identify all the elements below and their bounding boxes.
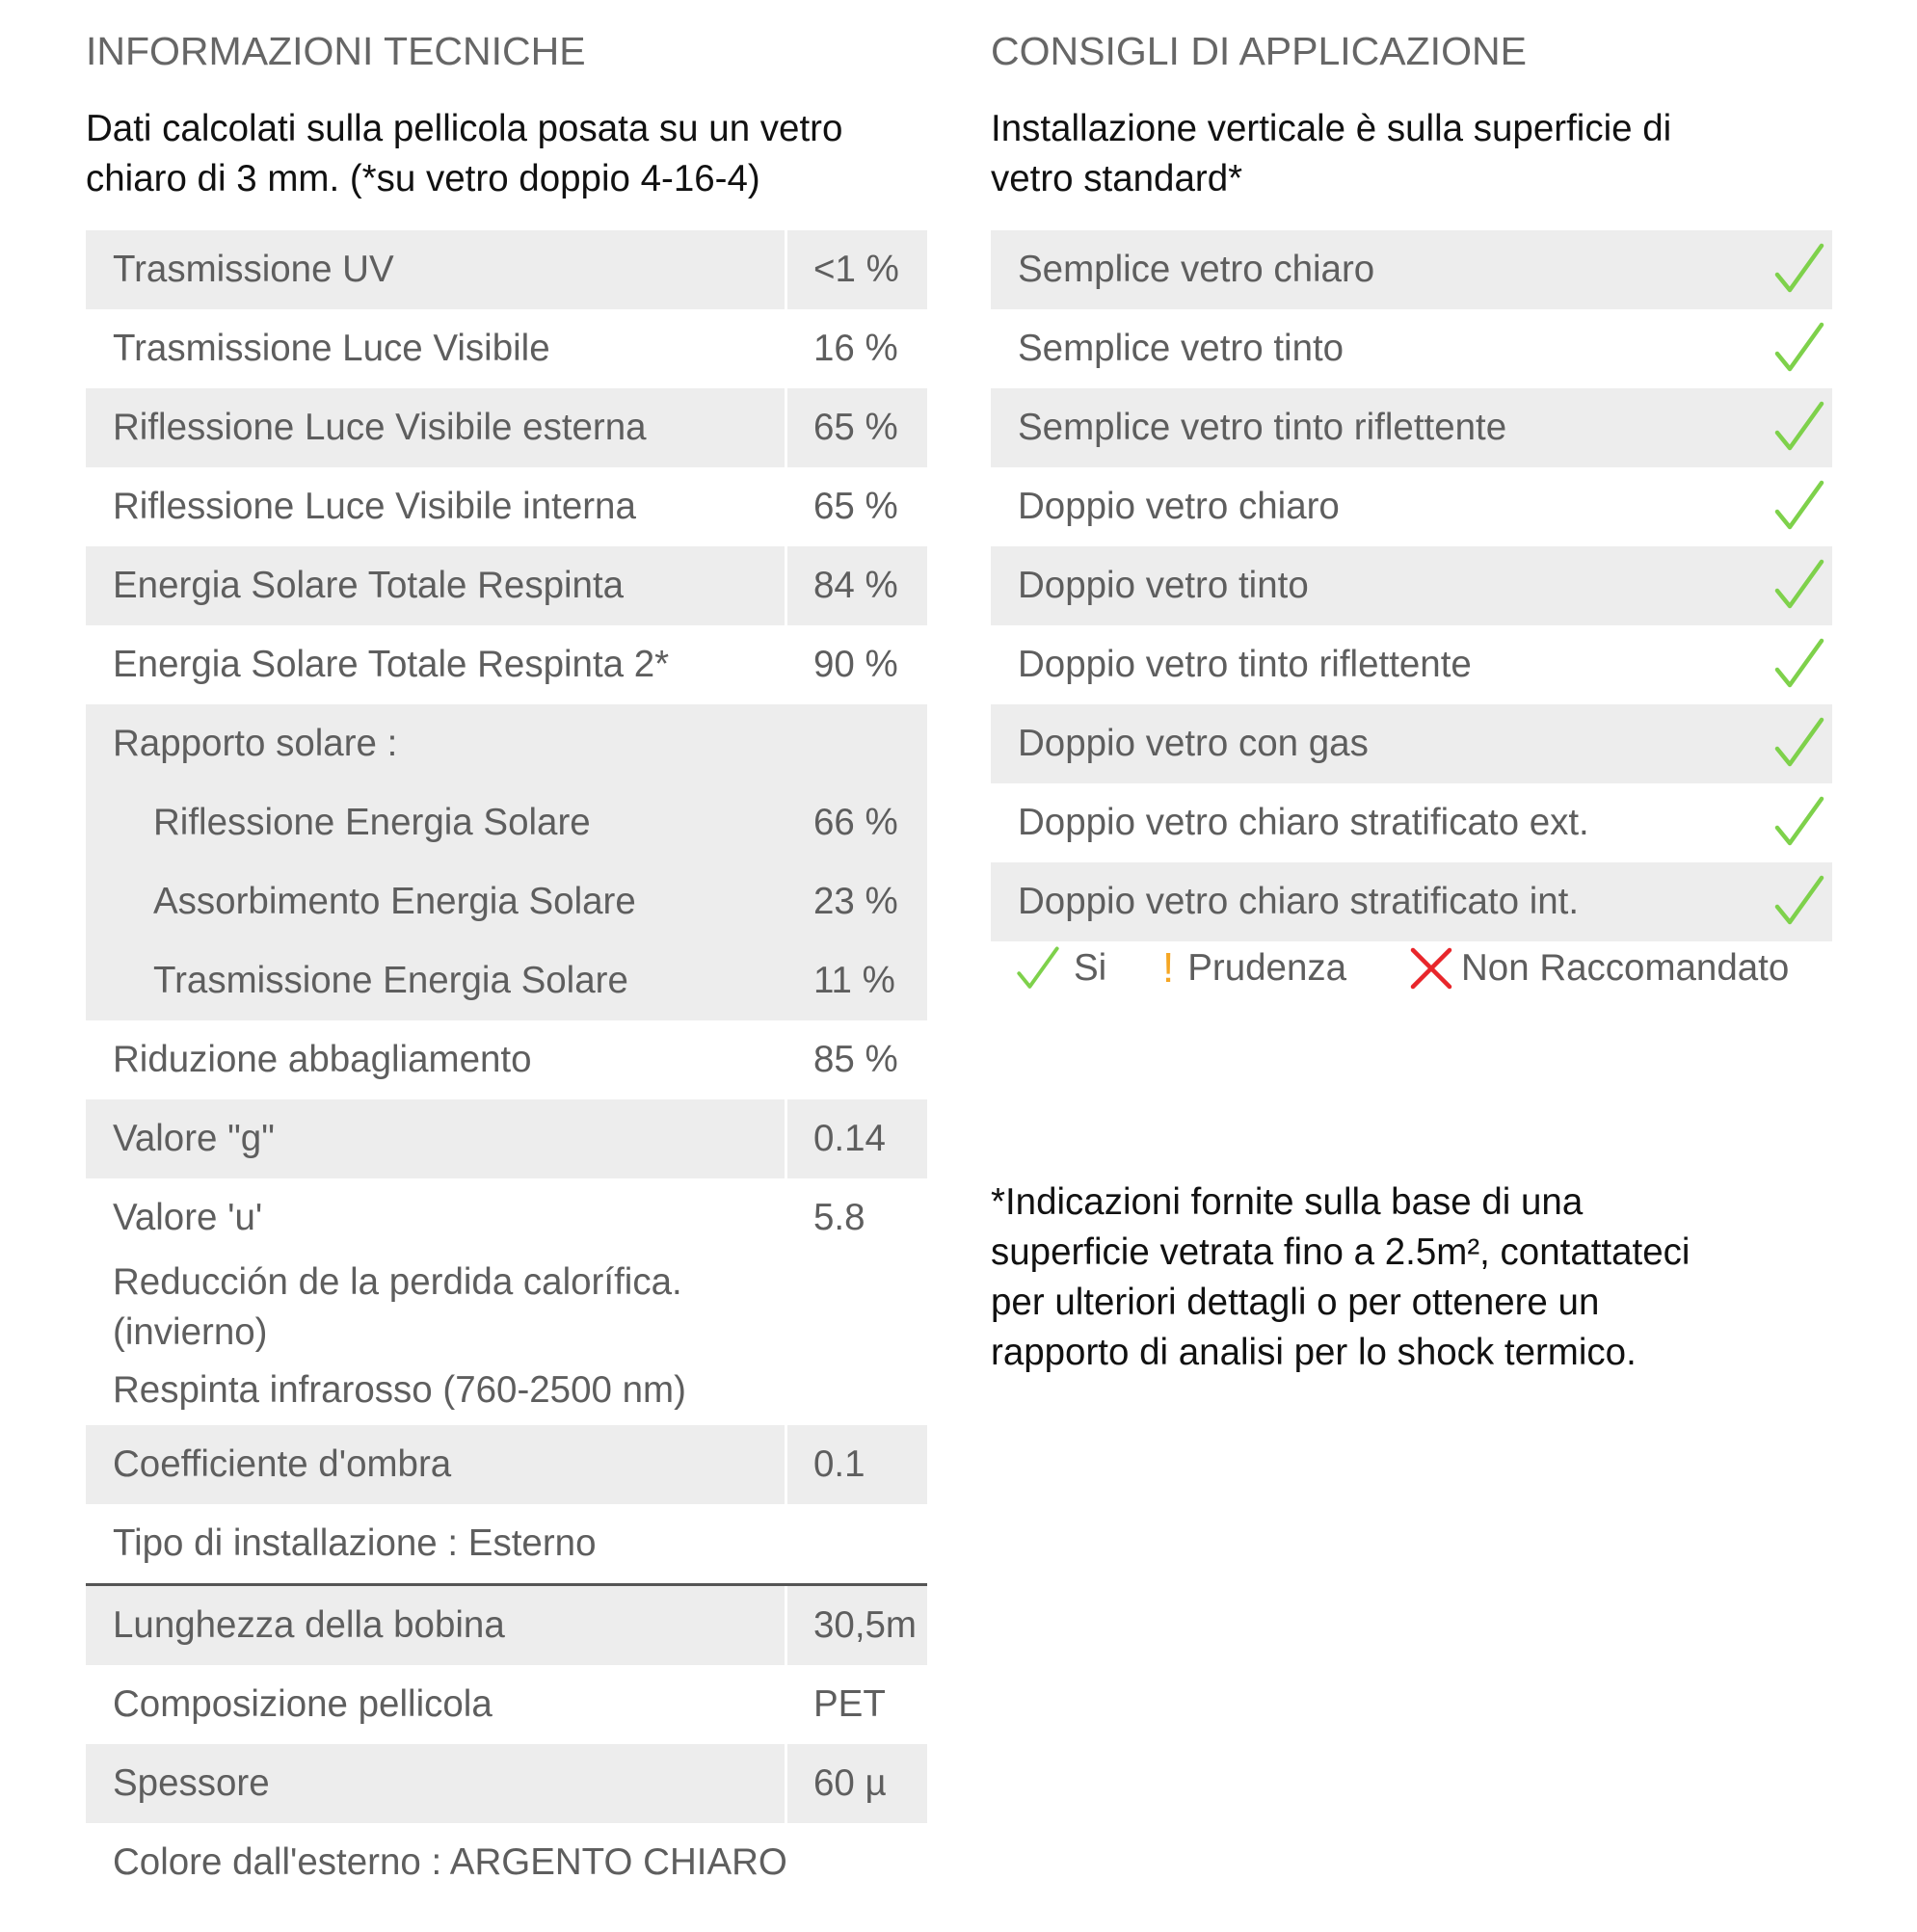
check-icon (1774, 400, 1824, 454)
row-label: Riduzione abbagliamento (113, 1039, 532, 1080)
subtitle-line-2: chiaro di 3 mm. (*su vetro doppio 4-16-4) (86, 158, 760, 199)
row-label: Coefficiente d'ombra (113, 1443, 452, 1485)
legend-yes (1016, 940, 1106, 997)
installation-type: Tipo di installazione : Esterno (113, 1522, 597, 1564)
check-icon (1774, 795, 1824, 849)
list-item (991, 546, 1832, 625)
legend-caution (1162, 940, 1346, 997)
row-value: <1 % (813, 249, 899, 290)
subtitle-line-1: Dati calcolati sulla pellicola posata su un vetro (86, 108, 843, 149)
u-value-block (86, 1178, 927, 1425)
row-value: 66 % (813, 802, 898, 843)
row-value: 0.1 (813, 1443, 865, 1485)
table-row (86, 1504, 927, 1583)
row-value: 23 % (813, 881, 898, 922)
application-title: CONSIGLI DI APPLICAZIONE (991, 29, 1527, 73)
legend-yes-label: Si (1074, 947, 1107, 989)
technical-info-subtitle (86, 104, 953, 204)
row-label: Lunghezza della bobina (113, 1604, 505, 1646)
table-row (86, 1744, 927, 1823)
list-item (991, 309, 1832, 388)
row-label: Trasmissione Luce Visibile (113, 328, 550, 369)
glass-type-label: Doppio vetro chiaro stratificato int. (1018, 881, 1580, 922)
row-value: 65 % (813, 407, 898, 448)
row-label: Valore "g" (113, 1118, 275, 1159)
row-value: 16 % (813, 328, 898, 369)
solar-ratio-group (86, 704, 927, 1020)
glass-type-label: Doppio vetro tinto riflettente (1018, 644, 1472, 685)
check-icon (1016, 945, 1060, 992)
solar-ratio-heading: Rapporto solare : (113, 723, 398, 764)
row-label: Trasmissione UV (113, 249, 394, 290)
check-icon (1774, 637, 1824, 691)
row-label: Energia Solare Totale Respinta (113, 565, 625, 606)
row-label: Assorbimento Energia Solare (153, 881, 636, 922)
row-label: Composizione pellicola (113, 1683, 493, 1725)
footnote-line-3: per ulteriori dettagli o per ottenere un (991, 1282, 1600, 1323)
row-label: Trasmissione Energia Solare (153, 960, 628, 1001)
table-row (86, 230, 927, 309)
table-row (86, 1425, 927, 1504)
u-value-label: Valore 'u' (113, 1197, 263, 1238)
row-value: PET (813, 1683, 886, 1725)
table-row (86, 1586, 927, 1665)
exterior-color: Colore dall'esterno : ARGENTO CHIARO (113, 1841, 787, 1883)
row-value: 85 % (813, 1039, 898, 1080)
list-item (991, 704, 1832, 783)
check-icon (1774, 479, 1824, 533)
glass-type-label: Doppio vetro chiaro stratificato ext. (1018, 802, 1589, 843)
table-row (86, 546, 927, 625)
table-row (86, 388, 927, 467)
row-label: Riflessione Energia Solare (153, 802, 591, 843)
row-value: 30,5m (813, 1604, 918, 1646)
row-value: 60 µ (813, 1762, 887, 1804)
check-icon (1774, 321, 1824, 375)
check-icon (1774, 716, 1824, 770)
glass-type-label: Doppio vetro tinto (1018, 565, 1309, 606)
check-icon (1774, 242, 1824, 296)
footnote-line-1: *Indicazioni fornite sulla base di una (991, 1181, 1584, 1223)
legend-no (1409, 940, 1789, 997)
row-label: Energia Solare Totale Respinta 2* (113, 644, 670, 685)
heat-loss-season: (invierno) (113, 1311, 268, 1353)
infrared-label: Respinta infrarosso (760-2500 nm) (113, 1369, 686, 1411)
exclamation-icon: ! (1162, 944, 1175, 992)
row-value: 84 % (813, 565, 898, 606)
application-list (991, 230, 1832, 941)
row-value: 65 % (813, 486, 898, 527)
subtitle-line-1: Installazione verticale è sulla superficie di (991, 108, 1672, 149)
row-label: Spessore (113, 1762, 270, 1804)
list-item (991, 783, 1832, 862)
glass-type-label: Semplice vetro tinto riflettente (1018, 407, 1507, 448)
glass-type-label: Doppio vetro chiaro (1018, 486, 1340, 527)
subtitle-line-2: vetro standard* (991, 158, 1243, 199)
list-item (991, 388, 1832, 467)
table-row (86, 862, 927, 941)
check-icon (1774, 558, 1824, 612)
table-row (86, 783, 927, 862)
list-item (991, 862, 1832, 941)
table-row (86, 1823, 927, 1902)
glass-type-label: Semplice vetro chiaro (1018, 249, 1375, 290)
table-row (86, 467, 927, 546)
table-row (86, 704, 927, 783)
row-value: 0.14 (813, 1118, 886, 1159)
u-value-value: 5.8 (813, 1197, 865, 1238)
technical-table (86, 230, 927, 1902)
legend (991, 940, 1858, 997)
legend-caution-label: Prudenza (1187, 947, 1347, 989)
footnote (991, 1178, 1858, 1378)
application-subtitle (991, 104, 1858, 204)
row-label: Riflessione Luce Visibile interna (113, 486, 636, 527)
cross-icon (1409, 946, 1453, 991)
row-value: 11 % (813, 960, 895, 1001)
table-row (86, 625, 927, 704)
table-row (86, 309, 927, 388)
row-value: 90 % (813, 644, 898, 685)
table-row (86, 1020, 927, 1099)
footnote-line-4: rapporto di analisi per lo shock termico. (991, 1332, 1637, 1373)
list-item (991, 625, 1832, 704)
check-icon (1774, 874, 1824, 928)
footnote-line-2: superficie vetrata fino a 2.5m², contattateci (991, 1231, 1691, 1273)
glass-type-label: Semplice vetro tinto (1018, 328, 1345, 369)
table-row (86, 1665, 927, 1744)
row-label: Riflessione Luce Visibile esterna (113, 407, 647, 448)
technical-info-title: INFORMAZIONI TECNICHE (86, 29, 586, 73)
table-row (86, 1099, 927, 1178)
legend-no-label: Non Raccomandato (1461, 947, 1790, 989)
heat-loss-label: Reducción de la perdida calorífica. (113, 1261, 682, 1303)
table-row (86, 941, 927, 1020)
list-item (991, 467, 1832, 546)
list-item (991, 230, 1832, 309)
glass-type-label: Doppio vetro con gas (1018, 723, 1369, 764)
